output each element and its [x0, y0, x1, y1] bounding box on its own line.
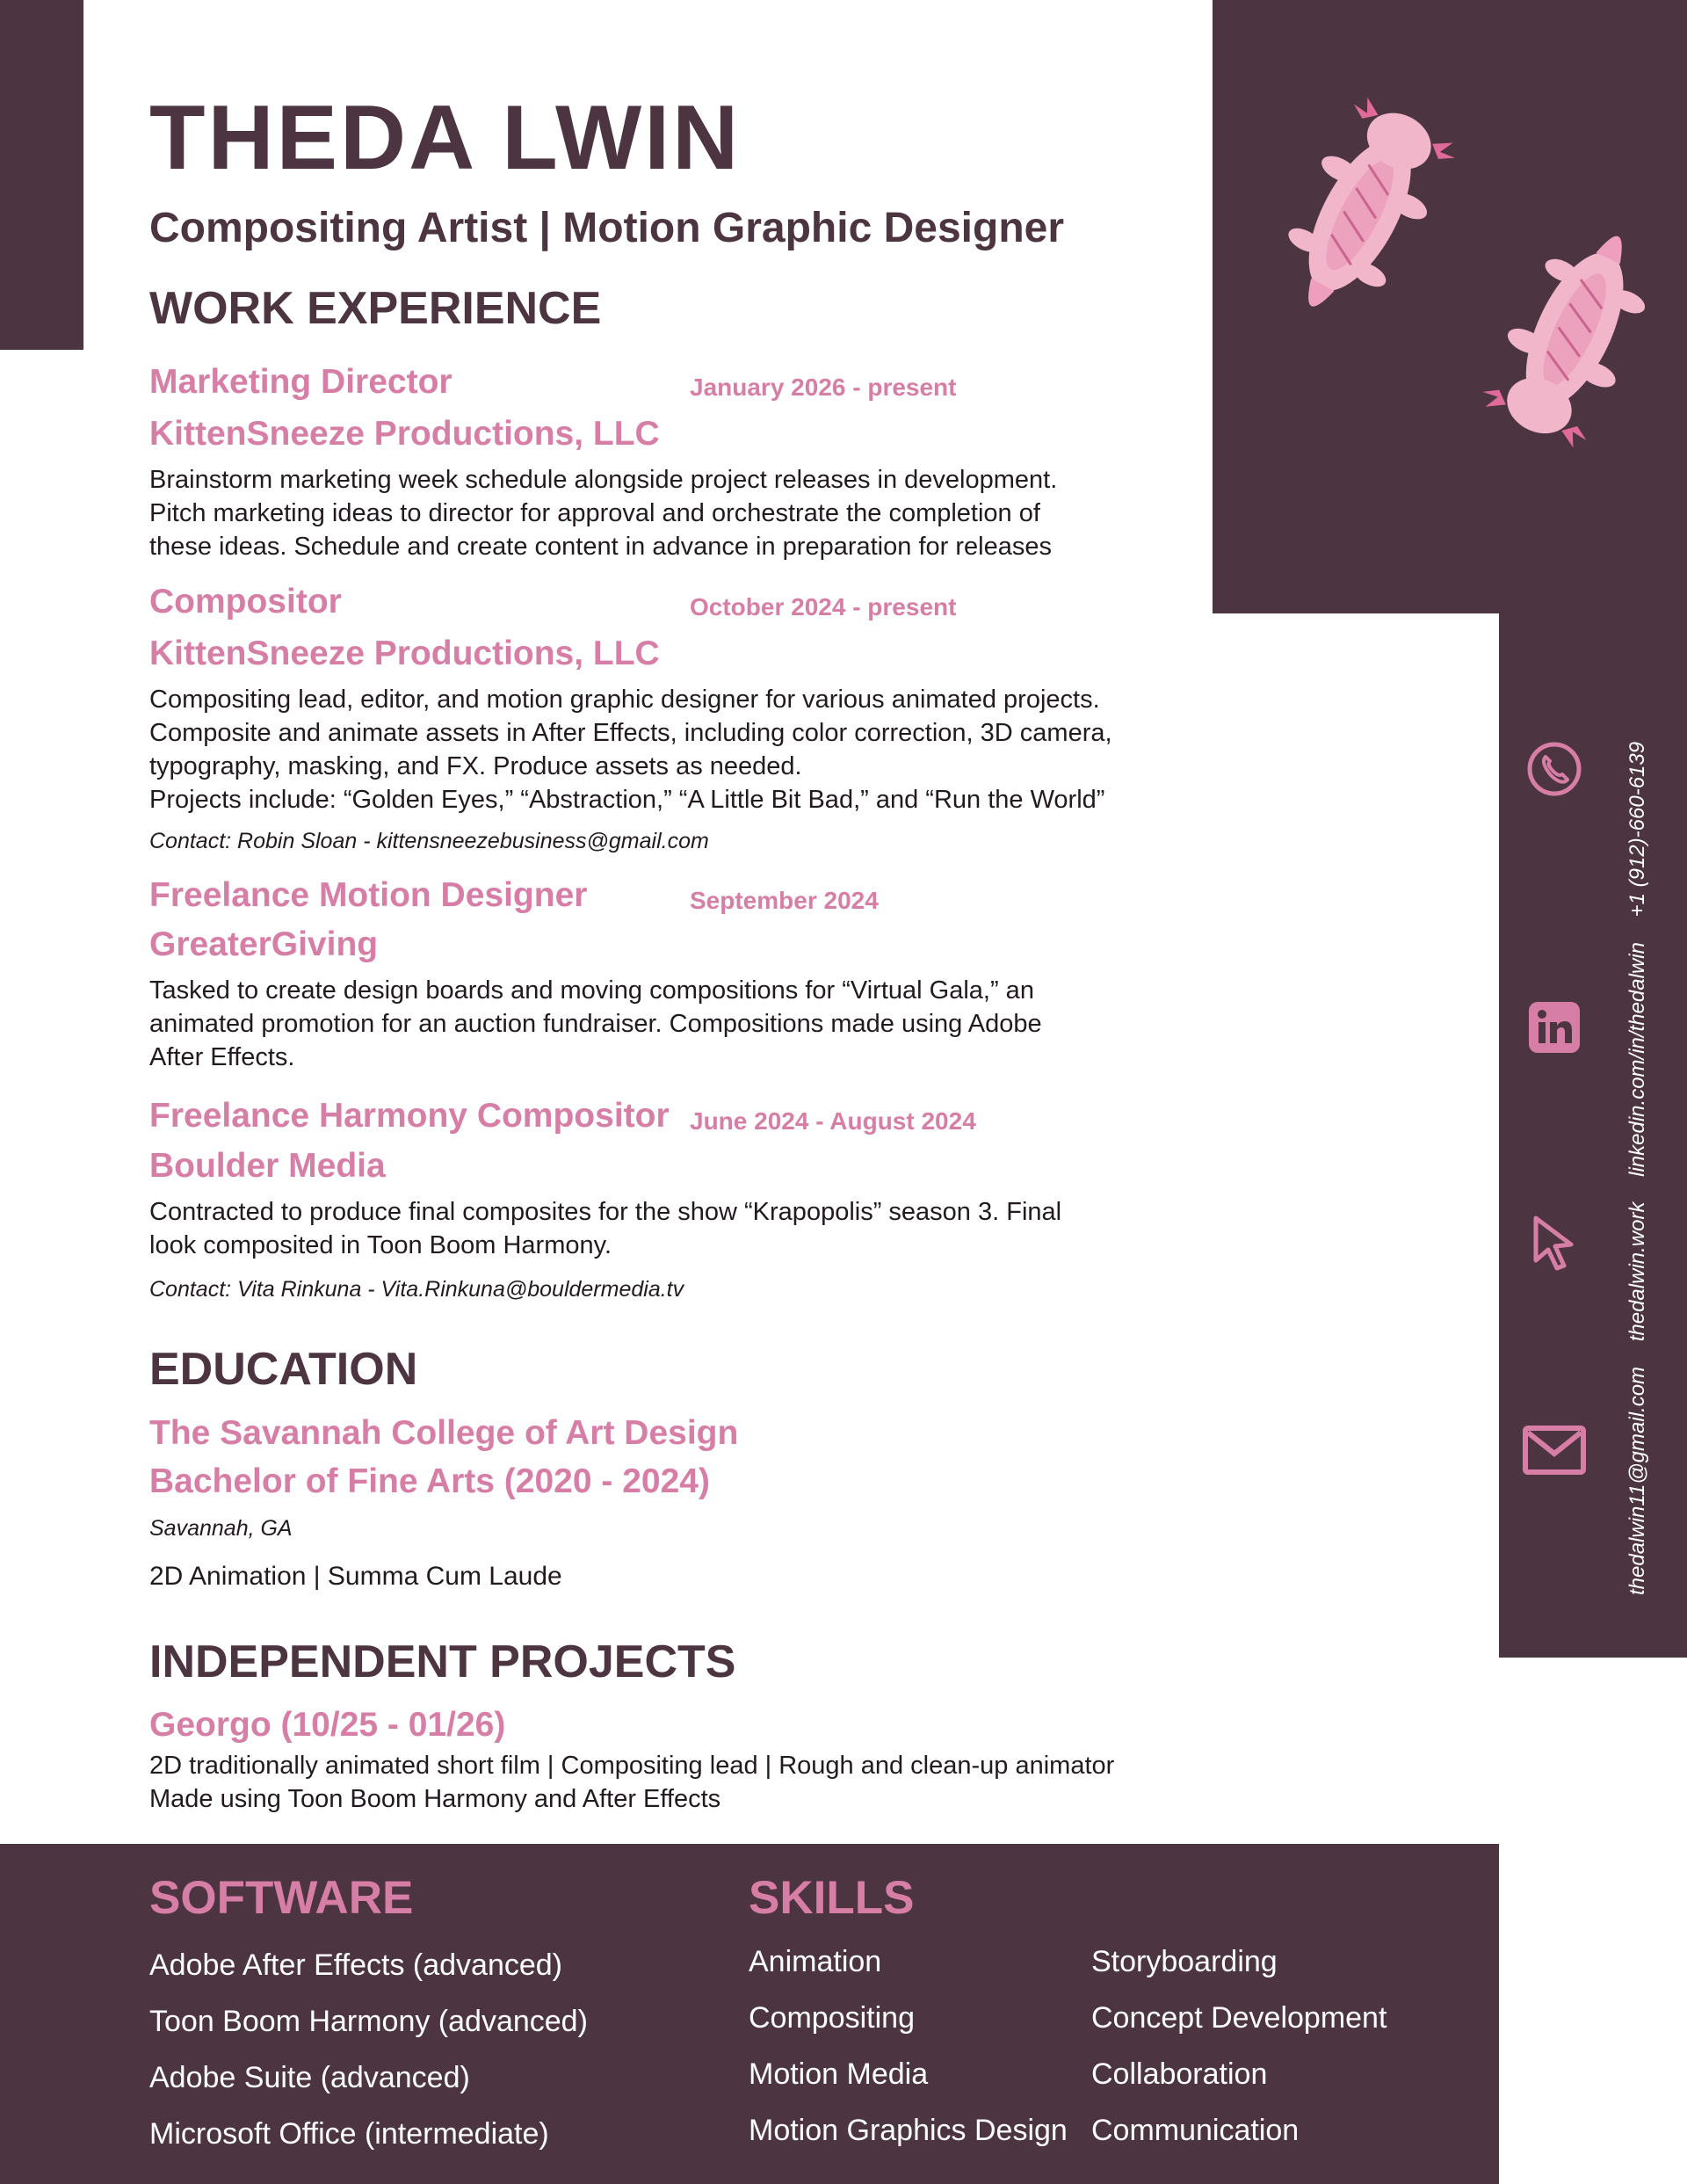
- description-line: these ideas. Schedule and create content in advance in preparation for releases: [149, 533, 1052, 561]
- skill-item: Compositing: [749, 2001, 915, 2035]
- description-line: typography, masking, and FX. Produce assets as needed.: [149, 752, 802, 780]
- software-item: Adobe Suite (advanced): [149, 2061, 470, 2094]
- description-line: Made using Toon Boom Harmony and After Effects: [149, 1785, 721, 1813]
- job-contact: Contact: Vita Rinkuna - Vita.Rinkuna@bouldermedia.tv: [149, 1277, 684, 1302]
- skill-item: Collaboration: [1091, 2057, 1268, 2091]
- software-heading: SOFTWARE: [149, 1872, 414, 1924]
- job-company: Boulder Media: [149, 1147, 386, 1185]
- description-line: Compositing lead, editor, and motion graphic designer for various animated projects.: [149, 686, 1100, 714]
- skill-item: Concept Development: [1091, 2001, 1387, 2035]
- job-title: Freelance Harmony Compositor: [149, 1097, 670, 1135]
- job-company: KittenSneeze Productions, LLC: [149, 635, 660, 672]
- cursor-icon[interactable]: [1531, 1215, 1578, 1271]
- education-heading: EDUCATION: [149, 1344, 418, 1395]
- job-title: Compositor: [149, 583, 342, 620]
- skill-item: Communication: [1091, 2114, 1300, 2147]
- skill-item: Storyboarding: [1091, 1945, 1278, 1978]
- education-degree: Bachelor of Fine Arts (2020 - 2024): [149, 1462, 710, 1500]
- description-line: After Effects.: [149, 1043, 295, 1071]
- skill-item: Motion Graphics Design: [749, 2114, 1068, 2147]
- software-item: Microsoft Office (intermediate): [149, 2117, 549, 2151]
- contact-info-text: [1625, 722, 1650, 1595]
- description-line: 2D traditionally animated short film | Compositing lead | Rough and clean-up animator: [149, 1752, 1115, 1780]
- mail-icon[interactable]: [1523, 1426, 1586, 1475]
- description-line: Composite and animate assets in After Effects, including color correction, 3D camera,: [149, 719, 1112, 747]
- description-line: look composited in Toon Boom Harmony.: [149, 1231, 612, 1259]
- project-title: Georgo (10/25 - 01/26): [149, 1706, 506, 1744]
- description-line: Tasked to create design boards and moving compositions for “Virtual Gala,” an: [149, 976, 1034, 1005]
- description-line: animated promotion for an auction fundraiser. Compositions made using Adobe: [149, 1010, 1042, 1038]
- skills-heading: SKILLS: [749, 1872, 915, 1924]
- job-description: [149, 974, 1042, 1074]
- axolotl-illustration: [1248, 79, 1476, 343]
- description-line: Brainstorm marketing week schedule alongside project releases in development.: [149, 466, 1058, 494]
- job-date: June 2024 - August 2024: [690, 1107, 976, 1135]
- job-description: [149, 683, 1112, 816]
- job-title: Marketing Director: [149, 363, 453, 401]
- top-left-block: [0, 0, 83, 350]
- work-experience-heading: WORK EXPERIENCE: [149, 283, 602, 334]
- job-company: GreaterGiving: [149, 925, 379, 963]
- job-description: [149, 463, 1057, 563]
- project-description: [149, 1749, 1114, 1816]
- axolotl-illustration: [1459, 202, 1687, 466]
- website-link[interactable]: thedalwin.work: [1625, 1201, 1649, 1342]
- education-school: The Savannah College of Art Design: [149, 1414, 739, 1452]
- job-title: Freelance Motion Designer: [149, 876, 588, 914]
- phone-icon[interactable]: [1526, 741, 1582, 797]
- projects-heading: INDEPENDENT PROJECTS: [149, 1636, 736, 1687]
- education-details: 2D Animation | Summa Cum Laude: [149, 1562, 562, 1591]
- linkedin-link[interactable]: linkedin.com/in/thedalwin: [1625, 942, 1649, 1177]
- job-date: September 2024: [690, 887, 879, 914]
- description-line: Contracted to produce final composites for the show “Krapopolis” season 3. Final: [149, 1198, 1062, 1226]
- education-location: Savannah, GA: [149, 1516, 293, 1541]
- phone-number[interactable]: +1 (912)-660-6139: [1625, 741, 1649, 918]
- person-name: THEDA LWIN: [149, 87, 742, 189]
- job-contact: Contact: Robin Sloan - kittensneezebusiness@gmail.com: [149, 829, 709, 853]
- software-item: Adobe After Effects (advanced): [149, 1948, 562, 1982]
- software-item: Toon Boom Harmony (advanced): [149, 2005, 588, 2038]
- job-subtitle: Compositing Artist | Motion Graphic Designer: [149, 205, 1065, 251]
- skill-item: Animation: [749, 1945, 882, 1978]
- skill-item: Motion Media: [749, 2057, 929, 2091]
- linkedin-icon[interactable]: [1529, 1002, 1580, 1053]
- job-date: October 2024 - present: [690, 593, 957, 620]
- description-line: Projects include: “Golden Eyes,” “Abstraction,” “A Little Bit Bad,” and “Run the World”: [149, 786, 1105, 814]
- job-description: [149, 1195, 1061, 1262]
- email-link[interactable]: thedalwin11@gmail.com: [1625, 1366, 1649, 1595]
- job-date: January 2026 - present: [690, 374, 957, 401]
- description-line: Pitch marketing ideas to director for approval and orchestrate the completion of: [149, 499, 1040, 527]
- job-company: KittenSneeze Productions, LLC: [149, 415, 660, 453]
